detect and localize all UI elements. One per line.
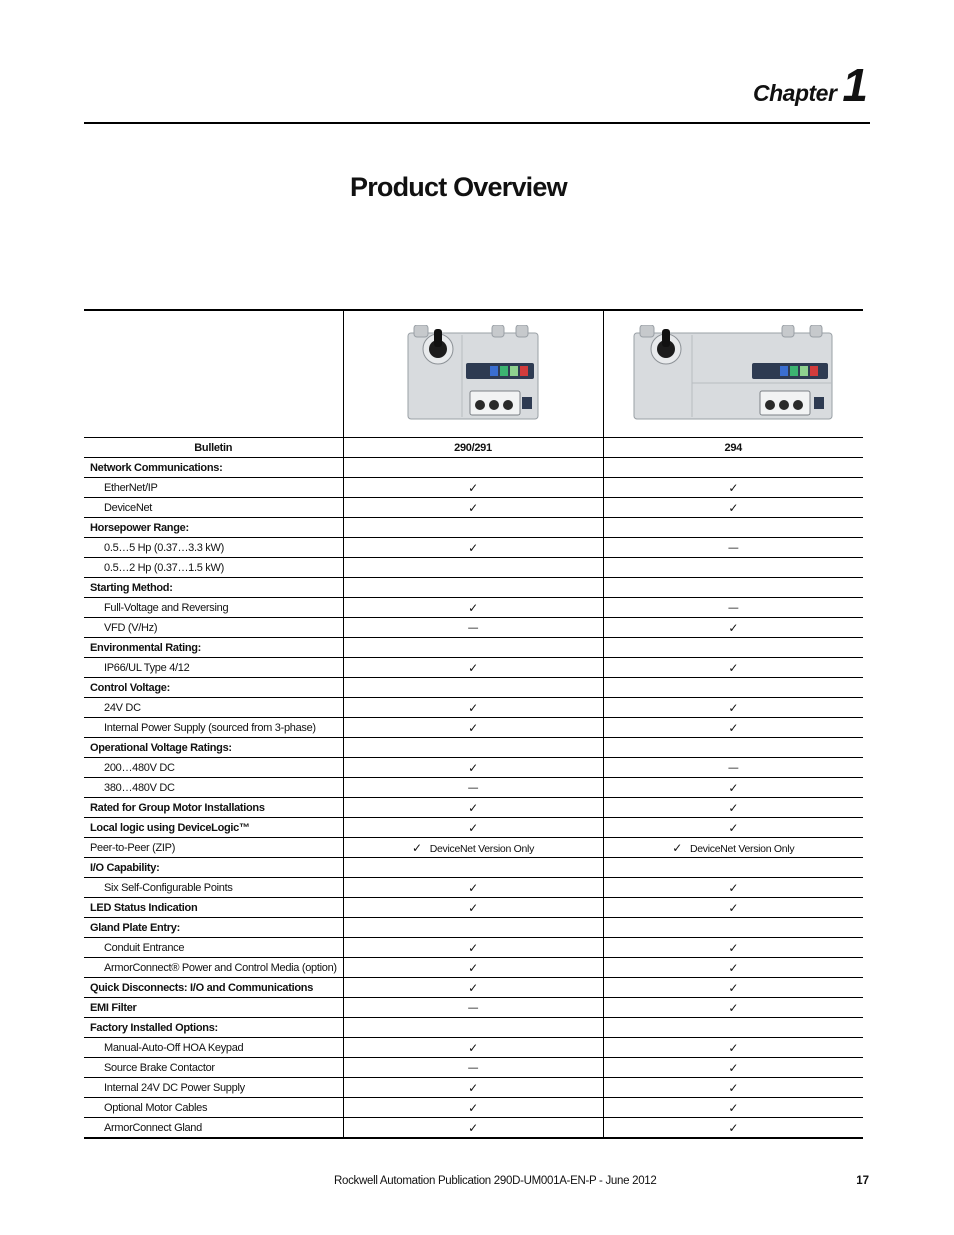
- check-mark-icon: ✓: [728, 660, 739, 675]
- check-mark-icon: ✓: [468, 820, 478, 835]
- value-290-cell: [343, 918, 603, 938]
- category-label: Starting Method:: [84, 578, 343, 598]
- check-mark-icon: ✓: [728, 1000, 739, 1015]
- check-mark-icon: ✓: [728, 980, 739, 995]
- chapter-number: 1: [842, 59, 868, 111]
- value-294-cell: [603, 618, 863, 638]
- category-label: Gland Plate Entry:: [84, 918, 343, 938]
- value-290-cell: [343, 858, 603, 878]
- value-294-cell: [603, 718, 863, 738]
- value-290-cell: [343, 798, 603, 818]
- category-row: [84, 638, 863, 658]
- bulletin-294-label: 294: [603, 438, 863, 458]
- feature-row: [84, 478, 863, 498]
- check-mark-icon: ✓: [468, 660, 478, 675]
- category-row: [84, 678, 863, 698]
- check-mark-icon: ✓: [728, 1040, 739, 1055]
- value-294-cell: [603, 598, 863, 618]
- feature-row: [84, 1058, 863, 1078]
- check-mark-icon: ✓: [672, 840, 682, 855]
- value-294-cell: [603, 658, 863, 678]
- feature-row: [84, 698, 863, 718]
- value-294-cell: [603, 778, 863, 798]
- feature-row: [84, 558, 863, 578]
- feature-row: [84, 618, 863, 638]
- check-mark-icon: ✓: [468, 760, 478, 775]
- value-290-cell: [343, 618, 603, 638]
- feature-label: Internal Power Supply (sourced from 3-phase): [84, 718, 343, 738]
- value-290-cell: [343, 538, 603, 558]
- feature-label: IP66/UL Type 4/12: [84, 658, 343, 678]
- check-mark-icon: ✓: [468, 900, 478, 915]
- value-294-cell: [603, 1098, 863, 1118]
- value-294-cell: [603, 1018, 863, 1038]
- value-290-cell: [343, 1078, 603, 1098]
- value-290-cell: [343, 978, 603, 998]
- value-294-cell: [603, 898, 863, 918]
- feature-label: Full-Voltage and Reversing: [84, 598, 343, 618]
- dash-mark: —: [467, 1061, 479, 1074]
- value-290-cell: [343, 838, 603, 858]
- value-294-cell: [603, 998, 863, 1018]
- value-294-cell: [603, 1118, 863, 1139]
- check-mark-icon: ✓: [468, 1080, 478, 1095]
- feature-row: [84, 878, 863, 898]
- value-290-cell: [343, 1118, 603, 1139]
- dash-mark: —: [467, 621, 479, 634]
- version-note: DeviceNet Version Only: [429, 842, 535, 855]
- header-rule: [84, 122, 870, 124]
- check-mark-icon: ✓: [468, 700, 478, 715]
- feature-label: Optional Motor Cables: [84, 1098, 343, 1118]
- bulletin-header-row: [84, 438, 863, 458]
- feature-row: [84, 978, 863, 998]
- value-290-cell: [343, 498, 603, 518]
- value-294-cell: [603, 878, 863, 898]
- value-290-cell: [343, 1038, 603, 1058]
- value-290-cell: [343, 898, 603, 918]
- version-note: DeviceNet Version Only: [689, 842, 795, 855]
- feature-row: [84, 778, 863, 798]
- value-290-cell: [343, 638, 603, 658]
- value-290-cell: [343, 458, 603, 478]
- check-mark-icon: ✓: [728, 500, 739, 515]
- value-294-cell: [603, 838, 863, 858]
- check-mark-icon: ✓: [468, 940, 478, 955]
- feature-label: ArmorConnect® Power and Control Media (option): [84, 958, 343, 978]
- value-290-cell: [343, 698, 603, 718]
- feature-label: Local logic using DeviceLogic™: [84, 818, 343, 838]
- feature-row: [84, 498, 863, 518]
- value-290-cell: [343, 1098, 603, 1118]
- feature-row: [84, 818, 863, 838]
- check-mark-icon: ✓: [468, 800, 478, 815]
- value-294-cell: [603, 738, 863, 758]
- dash-mark: —: [727, 601, 739, 614]
- dash-mark: —: [727, 761, 739, 774]
- check-mark-icon: ✓: [728, 480, 739, 495]
- dash-mark: —: [727, 541, 739, 554]
- value-294-cell: [603, 478, 863, 498]
- feature-row: [84, 898, 863, 918]
- value-290-cell: [343, 598, 603, 618]
- value-290-cell: [343, 1018, 603, 1038]
- check-mark-icon: ✓: [728, 1060, 739, 1075]
- value-290-cell: [343, 678, 603, 698]
- product-290-image: [406, 325, 540, 423]
- category-row: [84, 738, 863, 758]
- check-mark-icon: ✓: [468, 720, 478, 735]
- check-mark-icon: ✓: [468, 540, 478, 555]
- product-image-row: [84, 310, 863, 438]
- dash-mark: —: [467, 1001, 479, 1014]
- category-row: [84, 458, 863, 478]
- category-label: Control Voltage:: [84, 678, 343, 698]
- category-label: Environmental Rating:: [84, 638, 343, 658]
- feature-label: 200…480V DC: [84, 758, 343, 778]
- value-294-cell: [603, 558, 863, 578]
- value-294-cell: [603, 538, 863, 558]
- value-294-cell: [603, 578, 863, 598]
- value-290-cell: [343, 778, 603, 798]
- category-label: Network Communications:: [84, 458, 343, 478]
- check-mark-icon: ✓: [411, 840, 422, 855]
- value-294-cell: [603, 1078, 863, 1098]
- feature-label: Six Self-Configurable Points: [84, 878, 343, 898]
- feature-row: [84, 538, 863, 558]
- value-290-cell: [343, 718, 603, 738]
- check-mark-icon: ✓: [468, 500, 478, 515]
- feature-label: Conduit Entrance: [84, 938, 343, 958]
- value-290-cell: [343, 938, 603, 958]
- value-290-cell: [343, 958, 603, 978]
- check-mark-icon: ✓: [728, 800, 739, 815]
- check-mark-icon: ✓: [728, 720, 739, 735]
- empty-header-cell: [84, 310, 343, 438]
- check-mark-icon: ✓: [728, 700, 739, 715]
- feature-label: DeviceNet: [84, 498, 343, 518]
- category-row: [84, 858, 863, 878]
- check-mark-icon: ✓: [728, 820, 739, 835]
- value-294-cell: [603, 498, 863, 518]
- value-294-cell: [603, 858, 863, 878]
- value-290-cell: [343, 738, 603, 758]
- category-row: [84, 578, 863, 598]
- feature-row: [84, 998, 863, 1018]
- value-294-cell: [603, 798, 863, 818]
- feature-row: [84, 758, 863, 778]
- bulletin-label: Bulletin: [84, 438, 343, 458]
- feature-label: ArmorConnect Gland: [84, 1118, 343, 1139]
- value-290-cell: [343, 758, 603, 778]
- feature-label: Quick Disconnects: I/O and Communications: [84, 978, 343, 998]
- value-290-cell: [343, 1058, 603, 1078]
- feature-label: Rated for Group Motor Installations: [84, 798, 343, 818]
- product-comparison-table: [84, 309, 863, 1139]
- value-294-cell: [603, 518, 863, 538]
- footer-publication: Rockwell Automation Publication 290D-UM001A-EN-P - June 2012: [334, 1175, 657, 1187]
- check-mark-icon: ✓: [728, 1080, 739, 1095]
- product-294-image: [632, 325, 834, 423]
- feature-row: [84, 1118, 863, 1139]
- value-294-cell: [603, 698, 863, 718]
- feature-row: [84, 938, 863, 958]
- value-290-cell: [343, 818, 603, 838]
- category-label: Factory Installed Options:: [84, 1018, 343, 1038]
- value-290-cell: [343, 658, 603, 678]
- value-290-cell: [343, 998, 603, 1018]
- value-294-cell: [603, 1038, 863, 1058]
- feature-row: [84, 1078, 863, 1098]
- check-mark-icon: ✓: [728, 780, 739, 795]
- category-label: Operational Voltage Ratings:: [84, 738, 343, 758]
- feature-row: [84, 658, 863, 678]
- check-mark-icon: ✓: [728, 620, 739, 635]
- feature-row: [84, 798, 863, 818]
- check-mark-icon: ✓: [728, 1100, 739, 1115]
- check-mark-icon: ✓: [468, 880, 478, 895]
- bulletin-290-label: 290/291: [343, 438, 603, 458]
- feature-label: LED Status Indication: [84, 898, 343, 918]
- feature-label: 24V DC: [84, 698, 343, 718]
- category-row: [84, 918, 863, 938]
- feature-label: 0.5…5 Hp (0.37…3.3 kW): [84, 538, 343, 558]
- dash-mark: —: [467, 781, 479, 794]
- chapter-heading: [753, 59, 868, 111]
- feature-label: VFD (V/Hz): [84, 618, 343, 638]
- check-mark-icon: ✓: [468, 1100, 478, 1115]
- feature-row: [84, 838, 863, 858]
- check-mark-icon: ✓: [728, 1120, 739, 1135]
- value-290-cell: [343, 578, 603, 598]
- value-290-cell: [343, 558, 603, 578]
- check-mark-icon: ✓: [468, 960, 478, 975]
- chapter-label: Chapter: [753, 80, 837, 106]
- page-title: Product Overview: [350, 172, 567, 202]
- feature-label: Internal 24V DC Power Supply: [84, 1078, 343, 1098]
- value-294-cell: [603, 938, 863, 958]
- check-mark-icon: ✓: [728, 900, 739, 915]
- category-label: I/O Capability:: [84, 858, 343, 878]
- category-row: [84, 1018, 863, 1038]
- feature-label: EtherNet/IP: [84, 478, 343, 498]
- feature-label: Manual-Auto-Off HOA Keypad: [84, 1038, 343, 1058]
- value-294-cell: [603, 638, 863, 658]
- check-mark-icon: ✓: [468, 1120, 478, 1135]
- value-290-cell: [343, 518, 603, 538]
- value-294-cell: [603, 978, 863, 998]
- feature-row: [84, 1098, 863, 1118]
- value-294-cell: [603, 678, 863, 698]
- category-row: [84, 518, 863, 538]
- check-mark-icon: ✓: [468, 600, 478, 615]
- value-294-cell: [603, 758, 863, 778]
- check-mark-icon: ✓: [728, 960, 739, 975]
- feature-row: [84, 958, 863, 978]
- feature-row: [84, 598, 863, 618]
- page-number: 17: [856, 1175, 869, 1187]
- value-294-cell: [603, 958, 863, 978]
- feature-label: Source Brake Contactor: [84, 1058, 343, 1078]
- check-mark-icon: ✓: [728, 880, 739, 895]
- feature-label: 380…480V DC: [84, 778, 343, 798]
- product-image-290-cell: [343, 310, 603, 438]
- value-290-cell: [343, 878, 603, 898]
- check-mark-icon: ✓: [728, 940, 739, 955]
- product-image-294-cell: [603, 310, 863, 438]
- category-label: Horsepower Range:: [84, 518, 343, 538]
- feature-row: [84, 1038, 863, 1058]
- value-294-cell: [603, 1058, 863, 1078]
- value-294-cell: [603, 818, 863, 838]
- feature-label: Peer-to-Peer (ZIP): [84, 838, 343, 858]
- feature-row: [84, 718, 863, 738]
- value-294-cell: [603, 458, 863, 478]
- check-mark-icon: ✓: [468, 1040, 478, 1055]
- value-294-cell: [603, 918, 863, 938]
- value-290-cell: [343, 478, 603, 498]
- feature-label: 0.5…2 Hp (0.37…1.5 kW): [84, 558, 343, 578]
- check-mark-icon: ✓: [468, 980, 478, 995]
- feature-label: EMI Filter: [84, 998, 343, 1018]
- check-mark-icon: ✓: [468, 480, 478, 495]
